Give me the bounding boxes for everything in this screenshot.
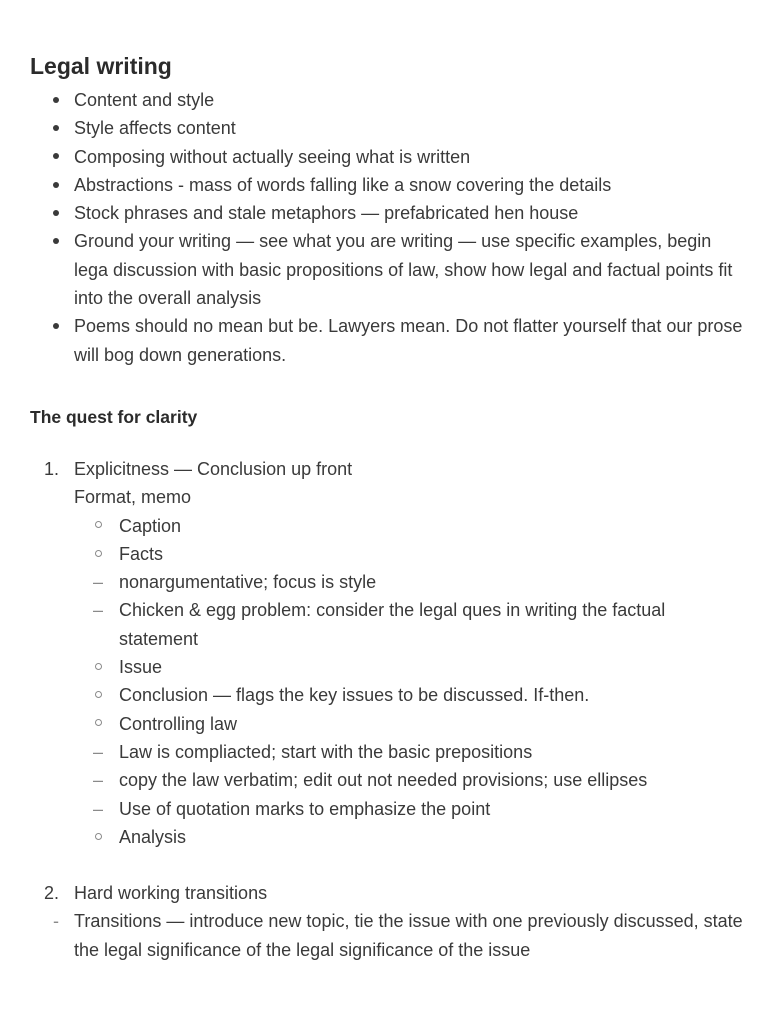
list-item: Poems should no mean but be. Lawyers mean. Do not flatter yourself that our prose will bog down generations. xyxy=(30,312,744,369)
list-item: – copy the law verbatim; edit out not needed provisions; use ellipses xyxy=(30,766,744,794)
dash-bullet-icon: – xyxy=(92,600,103,621)
bullet-icon xyxy=(48,199,64,227)
item-heading: Hard working transitions xyxy=(74,883,268,904)
transitions-item: - Transitions — introduce new topic, tie the issue with one previously discussed, state the legal significance of the legal significance of the issue xyxy=(30,907,744,964)
bullet-icon xyxy=(48,312,64,340)
list-item: Style affects content xyxy=(30,114,744,142)
list-item: Caption xyxy=(30,512,744,540)
item-subheading: Format, memo xyxy=(74,487,192,508)
bullet-icon xyxy=(48,143,64,171)
dash-bullet-icon: – xyxy=(92,572,103,593)
numbered-list-2 xyxy=(30,879,744,907)
list-item: Analysis xyxy=(30,823,744,851)
circle-bullet-icon xyxy=(90,540,106,568)
circle-bullet-icon xyxy=(90,512,106,540)
list-item: Abstractions - mass of words falling like a snow covering the details xyxy=(30,171,744,199)
circle-bullet-icon xyxy=(90,823,106,851)
bullet-icon xyxy=(48,171,64,199)
document-title: Legal writing xyxy=(30,53,172,79)
circle-bullet-icon xyxy=(90,681,106,709)
circle-bullet-icon xyxy=(90,653,106,681)
list-item: – Use of quotation marks to emphasize the point xyxy=(30,795,744,823)
list-item: – Law is compliacted; start with the basic prepositions xyxy=(30,738,744,766)
numbered-item-2 xyxy=(30,879,744,907)
list-item: Conclusion — flags the key issues to be discussed. If-then. xyxy=(30,681,744,709)
item-number: 2. xyxy=(44,883,60,904)
bullet-list xyxy=(30,86,744,369)
dash-bullet-icon: - xyxy=(53,911,59,932)
item-number: 1. xyxy=(44,458,60,479)
list-item: Controlling law xyxy=(30,710,744,738)
bullet-icon xyxy=(48,114,64,142)
section-heading: The quest for clarity xyxy=(30,406,198,427)
list-item: – nonargumentative; focus is style xyxy=(30,568,744,596)
list-item: Issue xyxy=(30,653,744,681)
dash-bullet-icon: – xyxy=(92,798,103,819)
numbered-item-1 xyxy=(30,455,744,512)
list-item: Composing without actually seeing what is written xyxy=(30,143,744,171)
bullet-icon xyxy=(48,227,64,255)
dash-bullet-icon: – xyxy=(92,741,103,762)
dash-bullet-icon: – xyxy=(92,770,103,791)
bullet-icon xyxy=(48,86,64,114)
list-item: – Chicken & egg problem: consider the legal ques in writing the factual statement xyxy=(30,596,744,653)
circle-bullet-icon xyxy=(90,710,106,738)
list-item: Content and style xyxy=(30,86,744,114)
item-heading: Explicitness — Conclusion up front xyxy=(74,458,353,479)
sub-list xyxy=(30,512,744,852)
list-item: Facts xyxy=(30,540,744,568)
list-item: Stock phrases and stale metaphors — prefabricated hen house xyxy=(30,199,744,227)
numbered-list xyxy=(30,455,744,512)
list-item: Ground your writing — see what you are writing — use specific examples, begin lega discussion with basic propositions of law, show how legal and factual points fit into the overall analysis xyxy=(30,227,744,312)
